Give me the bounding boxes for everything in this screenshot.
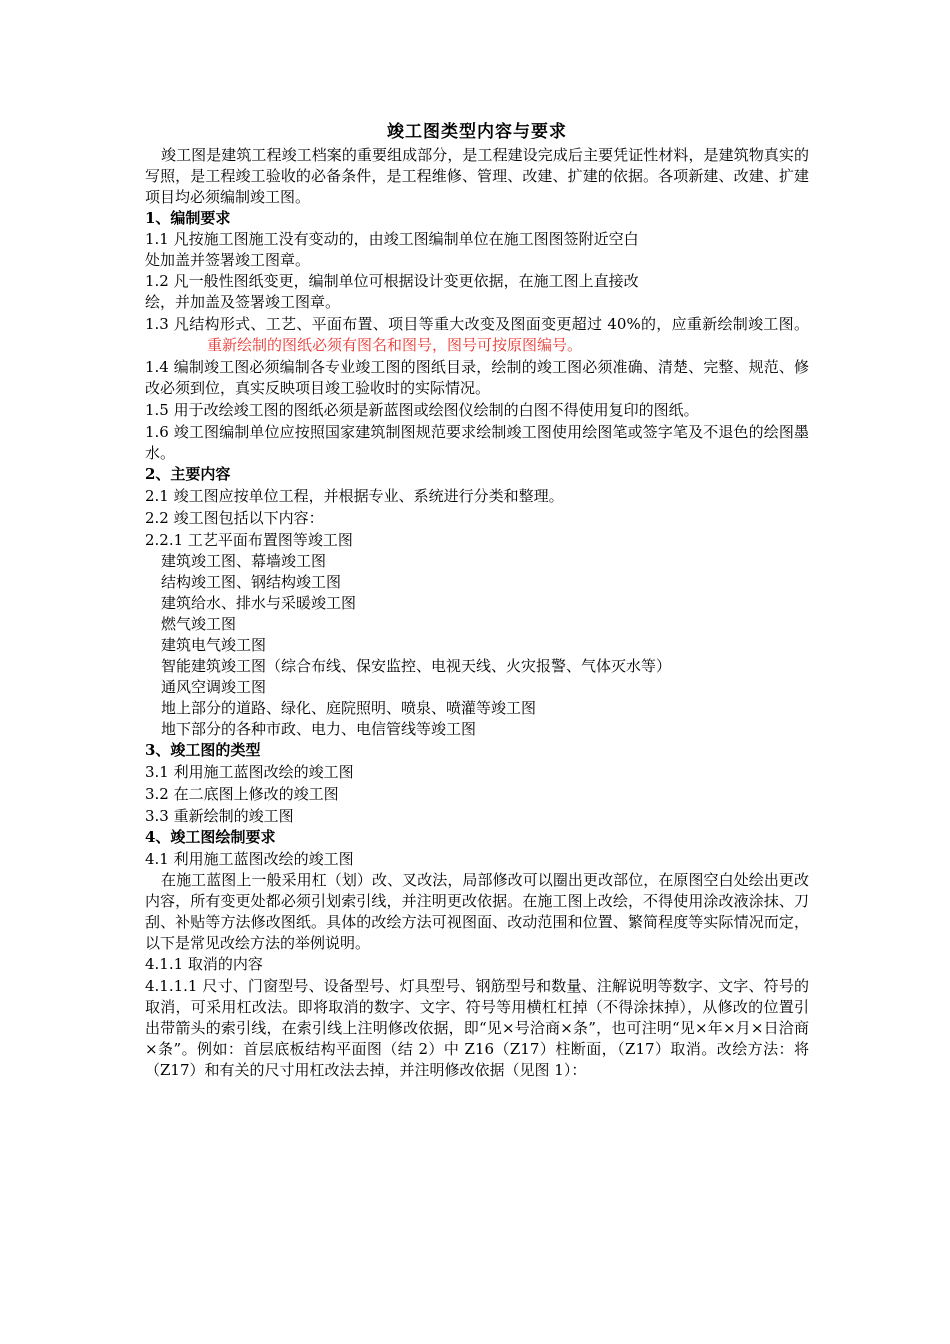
item-1-1-line2: 处加盖并签署竣工图章。 <box>145 251 311 269</box>
list-item: 通风空调竣工图 <box>161 678 267 696</box>
list-item: 智能建筑竣工图（综合布线、保安监控、电视天线、火灾报警、气体灭水等） <box>161 657 672 675</box>
section-3-heading: 3、竣工图的类型 <box>145 741 261 759</box>
list-item: 燃气竣工图 <box>161 615 237 633</box>
item-1-3-red-note: 重新绘制的图纸必须有图名和图号，图号可按原图编号。 <box>207 336 583 354</box>
list-item: 结构竣工图、钢结构竣工图 <box>161 573 342 591</box>
list-item: 地下部分的各种市政、电力、电信管线等竣工图 <box>161 720 477 738</box>
list-item: 建筑电气竣工图 <box>161 636 267 654</box>
document-page <box>145 121 809 1081</box>
section-1-heading: 1、编制要求 <box>145 209 231 227</box>
item-4-1-1-1: 4.1.1.1 尺寸、门窗型号、设备型号、灯具型号、钢筋型号和数量、注解说明等数字、文字、符号的取消，可采用杠改法。即将取消的数字、文字、符号等用横杠杠掉（不得涂抹掉），从修改的位置引出带箭头的索引线，在索引线上注明修改依据，即“见×号洽商×条”，也可注明“见×年×月×日洽商×条”。例如：首层底板结构平面图（结 2）中 Z16（Z17）柱断面，（Z17）取消。改绘方法：将（Z17）和有关的尺寸用杠改法去掉，并注明修改依据（见图 1）： <box>145 977 809 1079</box>
item-1-2-line1: 1.2 凡一般性图纸变更，编制单位可根据设计变更依据，在施工图上直接改 <box>145 272 639 290</box>
item-4-1-1: 4.1.1 取消的内容 <box>145 955 263 973</box>
item-1-1-line1: 1.1 凡按施工图施工没有变动的，由竣工图编制单位在施工图图签附近空白 <box>145 230 639 248</box>
item-1-6: 1.6 竣工图编制单位应按照国家建筑制图规范要求绘制竣工图使用绘图笔或签字笔及不退色的绘图墨水。 <box>145 423 809 462</box>
item-1-4: 1.4 编制竣工图必须编制各专业竣工图的图纸目录，绘制的竣工图必须准确、清楚、完整、规范、修改必须到位，真实反映项目竣工验收时的实际情况。 <box>145 358 809 397</box>
item-3-2: 3.2 在二底图上修改的竣工图 <box>145 785 339 803</box>
item-3-3: 3.3 重新绘制的竣工图 <box>145 807 294 825</box>
item-2-2: 2.2 竣工图包括以下内容： <box>145 509 324 527</box>
section-2-heading: 2、主要内容 <box>145 465 231 483</box>
document-title: 竣工图类型内容与要求 <box>387 122 567 142</box>
item-1-3 <box>145 314 809 356</box>
item-1-2-line2: 绘，并加盖及签署竣工图章。 <box>145 293 341 311</box>
intro-paragraph: 竣工图是建筑工程竣工档案的重要组成部分，是工程建设完成后主要凭证性材料，是建筑物真实的写照，是工程竣工验收的必备条件，是工程维修、管理、改建、扩建的依据。各项新建、改建、扩建项目均必须编制竣工图。 <box>145 146 809 206</box>
item-4-1-body: 在施工蓝图上一般采用杠（划）改、叉改法，局部修改可以圈出更改部位，在原图空白处绘出更改内容，所有变更处都必须引划索引线，并注明更改依据。在施工图上改绘，不得使用涂改液涂抹、刀刮、补贴等方法修改图纸。具体的改绘方法可视图面、改动范围和位置、繁简程度等实际情况而定，以下是常见改绘方法的举例说明。 <box>145 871 809 952</box>
item-3-1: 3.1 利用施工蓝图改绘的竣工图 <box>145 763 354 781</box>
list-item: 建筑给水、排水与采暖竣工图 <box>161 594 357 612</box>
item-2-2-1: 2.2.1 工艺平面布置图等竣工图 <box>145 531 353 549</box>
list-item: 建筑竣工图、幕墙竣工图 <box>161 552 327 570</box>
list-item: 地上部分的道路、绿化、庭院照明、喷泉、喷灌等竣工图 <box>161 699 537 717</box>
item-1-5: 1.5 用于改绘竣工图的图纸必须是新蓝图或绘图仪绘制的白图不得使用复印的图纸。 <box>145 401 699 419</box>
section-4-heading: 4、竣工图绘制要求 <box>145 828 276 846</box>
item-4-1: 4.1 利用施工蓝图改绘的竣工图 <box>145 850 354 868</box>
item-1-3-text: 1.3 凡结构形式、工艺、平面布置、项目等重大改变及图面变更超过 40%的，应重新绘制竣工图。 <box>145 315 809 333</box>
item-2-1: 2.1 竣工图应按单位工程，并根据专业、系统进行分类和整理。 <box>145 487 564 505</box>
